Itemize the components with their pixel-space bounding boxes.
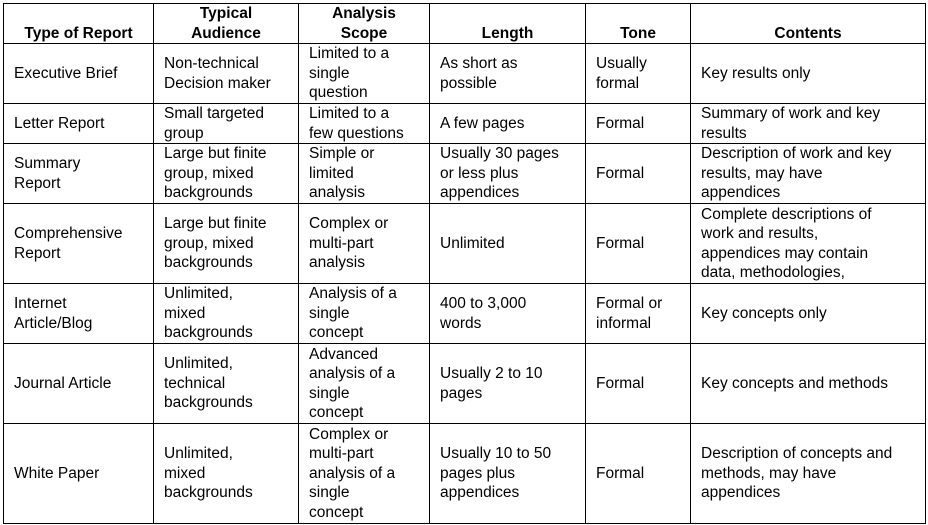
cell-tone: Formal: [586, 344, 691, 424]
header-tone: Tone: [586, 4, 691, 44]
header-length: Length: [430, 4, 586, 44]
cell-length: A few pages: [430, 104, 586, 144]
header-contents: Contents: [691, 4, 926, 44]
cell-type: Journal Article: [4, 344, 154, 424]
cell-audience: Large but finite group, mixed backgrounds: [154, 144, 299, 204]
cell-scope: Limited to a single question: [299, 44, 430, 104]
cell-scope: Advanced analysis of a single concept: [299, 344, 430, 424]
cell-length: Usually 30 pages or less plus appendices: [430, 144, 586, 204]
cell-length: Unlimited: [430, 204, 586, 284]
table-row: [4, 104, 926, 144]
cell-type: Internet Article/Blog: [4, 284, 154, 344]
cell-contents: Summary of work and key results: [691, 104, 926, 144]
table-row: [4, 284, 926, 344]
cell-audience: Unlimited, mixed backgrounds: [154, 284, 299, 344]
cell-type: White Paper: [4, 424, 154, 524]
cell-length: As short as possible: [430, 44, 586, 104]
cell-contents: Description of concepts and methods, may have appendices: [691, 424, 926, 524]
cell-length: Usually 10 to 50 pages plus appendices: [430, 424, 586, 524]
cell-audience: Small targeted group: [154, 104, 299, 144]
table-row: [4, 44, 926, 104]
cell-tone: Formal: [586, 424, 691, 524]
cell-tone: Formal or informal: [586, 284, 691, 344]
cell-scope: Complex or multi-part analysis: [299, 204, 430, 284]
cell-contents: Description of work and key results, may have appendices: [691, 144, 926, 204]
cell-tone: Formal: [586, 204, 691, 284]
cell-scope: Limited to a few questions: [299, 104, 430, 144]
cell-type: Letter Report: [4, 104, 154, 144]
cell-length: 400 to 3,000 words: [430, 284, 586, 344]
cell-type: Executive Brief: [4, 44, 154, 104]
table-row: [4, 424, 926, 524]
cell-tone: Usually formal: [586, 44, 691, 104]
report-types-table: [3, 3, 926, 524]
table-row: [4, 344, 926, 424]
cell-scope: Complex or multi-part analysis of a single concept: [299, 424, 430, 524]
cell-contents: Complete descriptions of work and results, appendices may contain data, methodologies,: [691, 204, 926, 284]
cell-audience: Unlimited, mixed backgrounds: [154, 424, 299, 524]
cell-scope: Analysis of a single concept: [299, 284, 430, 344]
cell-contents: Key concepts and methods: [691, 344, 926, 424]
table-row: [4, 204, 926, 284]
cell-length: Usually 2 to 10 pages: [430, 344, 586, 424]
cell-contents: Key concepts only: [691, 284, 926, 344]
cell-audience: Non-technical Decision maker: [154, 44, 299, 104]
cell-scope: Simple or limited analysis: [299, 144, 430, 204]
table-row: [4, 144, 926, 204]
cell-audience: Large but finite group, mixed backgrounds: [154, 204, 299, 284]
cell-tone: Formal: [586, 144, 691, 204]
cell-audience: Unlimited, technical backgrounds: [154, 344, 299, 424]
header-type-of-report: Type of Report: [4, 4, 154, 44]
cell-type: Comprehensive Report: [4, 204, 154, 284]
cell-type: Summary Report: [4, 144, 154, 204]
header-analysis-scope: Analysis Scope: [299, 4, 430, 44]
header-typical-audience: Typical Audience: [154, 4, 299, 44]
cell-contents: Key results only: [691, 44, 926, 104]
cell-tone: Formal: [586, 104, 691, 144]
header-row: [4, 4, 926, 44]
